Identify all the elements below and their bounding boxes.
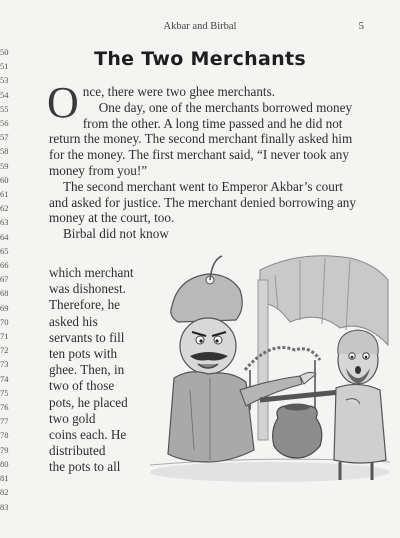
line-number: 58 [0,146,9,157]
narrow-column-line: two of those [49,378,115,394]
line-number: 61 [0,189,9,200]
paragraph-2: The second merchant went to Emperor Akbar’s court and asked for justice. The merchant denied borrowing any money at the court, too. [49,178,356,226]
line-number: 72 [0,345,9,356]
line-number: 68 [0,288,9,299]
paragraph-1 [47,78,365,179]
narrow-column-line: pots, he placed [49,394,128,410]
line-number: 54 [0,89,9,100]
line-number: 59 [0,160,9,171]
line-number: 63 [0,217,9,228]
line-number: 70 [0,316,9,327]
line-number: 69 [0,302,9,313]
line-number: 67 [0,274,9,285]
line-number: 57 [0,132,9,143]
narrow-column-line: Therefore, he [49,297,121,313]
page-number: 5 [358,20,364,32]
line-number: 62 [0,203,9,214]
line-number: 76 [0,402,9,413]
drop-cap: O [47,78,79,127]
line-number: 51 [0,61,9,72]
line-number: 77 [0,416,9,427]
line-number: 55 [0,103,9,114]
line-number: 53 [0,75,9,86]
line-number: 71 [0,331,9,342]
narrow-column-line: servants to fill [49,329,125,345]
line-number: 50 [0,47,9,57]
line-number: 64 [0,231,9,242]
line-number: 81 [0,473,9,484]
narrow-column-line: ten pots with [49,346,118,361]
running-head: Akbar and Birbal [163,21,237,32]
narrow-column-line: asked his [49,313,98,329]
page-line-numbers [0,45,12,514]
story-body [47,78,365,242]
line-number: 73 [0,359,9,370]
line-number: 65 [0,245,9,256]
narrow-column-line: which merchant [49,265,134,280]
narrow-column-line: distributed [49,443,106,459]
paragraph-3-first-line: Birbal did not know [63,226,169,242]
line-number: 83 [0,501,9,512]
line-number: 79 [0,444,9,455]
narrow-column-line: was dishonest. [49,281,126,297]
narrow-column-line: ghee. Then, in [49,362,125,378]
story-title: The Two Merchants [94,48,306,70]
line-number: 75 [0,387,9,398]
line-number: 78 [0,430,9,441]
narrow-column-line: coins each. He [49,427,127,442]
narrow-column-line: the pots to all [49,459,121,475]
line-number: 56 [0,118,9,129]
line-number: 60 [0,174,9,185]
paragraph-1-rest: One day, one of the merchants borrowed money from the other. A long time passed and he did not return the money. The second merchant finally asked him for the money. The first merchant said, “I never took any money from you!” [49,99,353,178]
line-number: 74 [0,373,9,384]
line-number: 82 [0,487,9,498]
paragraph-1-first: nce, there were two ghee merchants. [82,84,276,99]
narrow-column-line: two gold [49,410,96,426]
illustration-merchants [150,250,390,500]
line-number: 80 [0,458,9,469]
line-number: 66 [0,260,9,271]
